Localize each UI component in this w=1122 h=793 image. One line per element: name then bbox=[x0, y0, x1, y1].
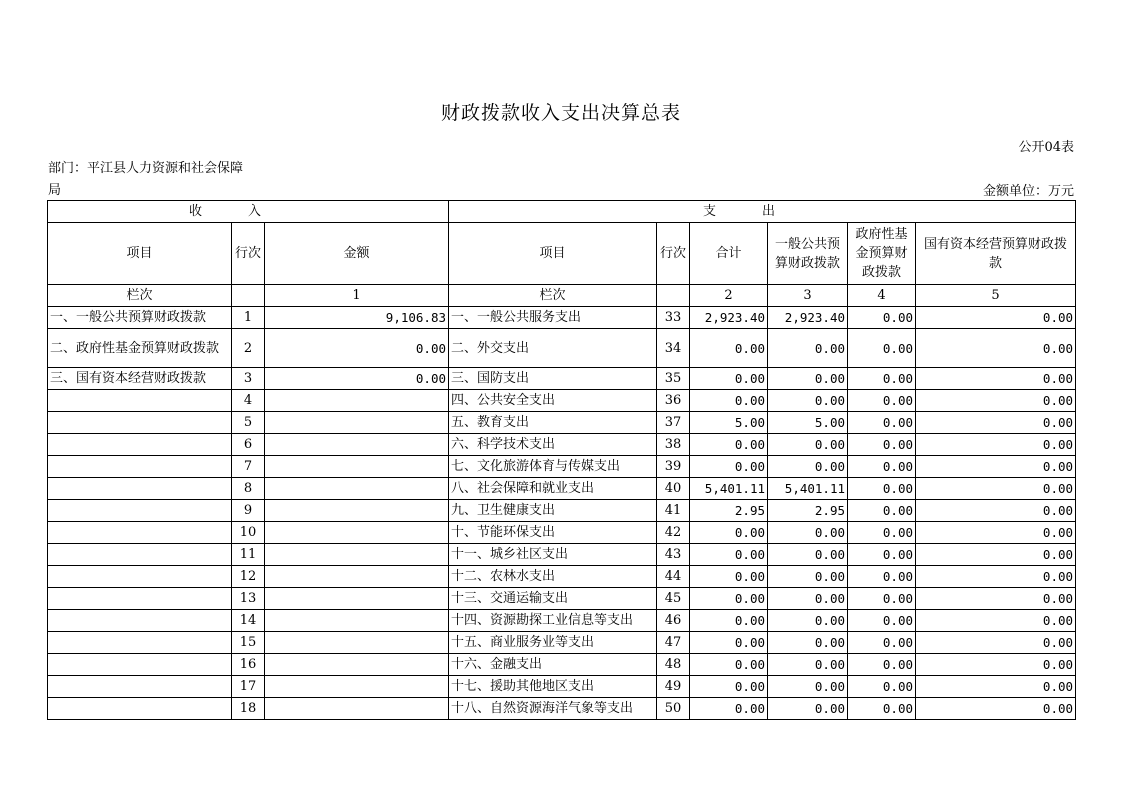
expense-state-capital: 0.00 bbox=[916, 544, 1076, 566]
expense-state-capital: 0.00 bbox=[916, 632, 1076, 654]
expense-state-capital: 0.00 bbox=[916, 329, 1076, 368]
expense-item: 十一、城乡社区支出 bbox=[449, 544, 657, 566]
expense-line-no: 38 bbox=[657, 434, 690, 456]
column-number-row bbox=[48, 285, 1076, 307]
income-line-no: 2 bbox=[232, 329, 265, 368]
income-line-no: 13 bbox=[232, 588, 265, 610]
expense-line-no: 33 bbox=[657, 307, 690, 329]
expense-total: 0.00 bbox=[690, 329, 768, 368]
expense-line-no: 45 bbox=[657, 588, 690, 610]
expense-general-budget: 0.00 bbox=[768, 456, 848, 478]
col-number-4: 4 bbox=[848, 285, 916, 307]
expense-line-no: 44 bbox=[657, 566, 690, 588]
expense-fund-budget: 0.00 bbox=[848, 307, 916, 329]
expense-total: 0.00 bbox=[690, 676, 768, 698]
table-row bbox=[48, 588, 1076, 610]
table-row bbox=[48, 390, 1076, 412]
expense-general-budget: 0.00 bbox=[768, 588, 848, 610]
expense-fund-budget: 0.00 bbox=[848, 588, 916, 610]
expense-item: 十五、商业服务业等支出 bbox=[449, 632, 657, 654]
section-header-row bbox=[48, 201, 1076, 223]
expense-fund-budget: 0.00 bbox=[848, 368, 916, 390]
income-amount bbox=[265, 676, 449, 698]
income-amount bbox=[265, 588, 449, 610]
expense-state-capital: 0.00 bbox=[916, 676, 1076, 698]
expense-item: 十四、资源勘探工业信息等支出 bbox=[449, 610, 657, 632]
income-line-no: 16 bbox=[232, 654, 265, 676]
income-line-no: 6 bbox=[232, 434, 265, 456]
expense-general-budget: 0.00 bbox=[768, 390, 848, 412]
income-line-no: 4 bbox=[232, 390, 265, 412]
expense-item: 五、教育支出 bbox=[449, 412, 657, 434]
income-line-no: 10 bbox=[232, 522, 265, 544]
expense-general-budget: 0.00 bbox=[768, 544, 848, 566]
table-row bbox=[48, 544, 1076, 566]
expense-section-header: 支出 bbox=[449, 201, 1076, 223]
expense-item: 六、科学技术支出 bbox=[449, 434, 657, 456]
income-item bbox=[48, 456, 232, 478]
col-general-budget: 一般公共预算财政拨款 bbox=[768, 223, 848, 285]
row-label-income: 栏次 bbox=[48, 285, 232, 307]
income-line-no: 11 bbox=[232, 544, 265, 566]
income-item bbox=[48, 632, 232, 654]
expense-item: 九、卫生健康支出 bbox=[449, 500, 657, 522]
income-amount bbox=[265, 522, 449, 544]
col-income-amount: 金额 bbox=[265, 223, 449, 285]
expense-total: 2.95 bbox=[690, 500, 768, 522]
expense-line-no: 34 bbox=[657, 329, 690, 368]
expense-state-capital: 0.00 bbox=[916, 566, 1076, 588]
expense-fund-budget: 0.00 bbox=[848, 654, 916, 676]
income-item bbox=[48, 566, 232, 588]
income-item: 三、国有资本经营财政拨款 bbox=[48, 368, 232, 390]
expense-item: 四、公共安全支出 bbox=[449, 390, 657, 412]
income-item bbox=[48, 434, 232, 456]
expense-total: 0.00 bbox=[690, 390, 768, 412]
income-line-no: 7 bbox=[232, 456, 265, 478]
expense-fund-budget: 0.00 bbox=[848, 522, 916, 544]
income-amount bbox=[265, 632, 449, 654]
expense-fund-budget: 0.00 bbox=[848, 478, 916, 500]
income-line-no: 15 bbox=[232, 632, 265, 654]
income-amount bbox=[265, 544, 449, 566]
table-row bbox=[48, 368, 1076, 390]
income-item bbox=[48, 676, 232, 698]
expense-total: 0.00 bbox=[690, 544, 768, 566]
col-number-1: 1 bbox=[265, 285, 449, 307]
income-line-no: 14 bbox=[232, 610, 265, 632]
expense-general-budget: 0.00 bbox=[768, 610, 848, 632]
table-row bbox=[48, 456, 1076, 478]
expense-line-no: 36 bbox=[657, 390, 690, 412]
expense-item: 八、社会保障和就业支出 bbox=[449, 478, 657, 500]
income-amount: 0.00 bbox=[265, 368, 449, 390]
expense-state-capital: 0.00 bbox=[916, 456, 1076, 478]
expense-fund-budget: 0.00 bbox=[848, 412, 916, 434]
expense-fund-budget: 0.00 bbox=[848, 676, 916, 698]
expense-total: 0.00 bbox=[690, 522, 768, 544]
income-amount bbox=[265, 654, 449, 676]
expense-total: 0.00 bbox=[690, 434, 768, 456]
expense-general-budget: 0.00 bbox=[768, 329, 848, 368]
expense-state-capital: 0.00 bbox=[916, 654, 1076, 676]
table-row bbox=[48, 632, 1076, 654]
expense-state-capital: 0.00 bbox=[916, 588, 1076, 610]
income-amount bbox=[265, 566, 449, 588]
expense-general-budget: 0.00 bbox=[768, 632, 848, 654]
col-total: 合计 bbox=[690, 223, 768, 285]
column-header-row bbox=[48, 223, 1076, 285]
expense-total: 5,401.11 bbox=[690, 478, 768, 500]
expense-general-budget: 0.00 bbox=[768, 698, 848, 720]
table-row bbox=[48, 329, 1076, 368]
income-line-no: 8 bbox=[232, 478, 265, 500]
expense-fund-budget: 0.00 bbox=[848, 566, 916, 588]
table-row bbox=[48, 676, 1076, 698]
income-item bbox=[48, 522, 232, 544]
expense-total: 0.00 bbox=[690, 456, 768, 478]
expense-fund-budget: 0.00 bbox=[848, 390, 916, 412]
expense-item: 十六、金融支出 bbox=[449, 654, 657, 676]
table-row bbox=[48, 566, 1076, 588]
expense-total: 0.00 bbox=[690, 610, 768, 632]
expense-line-no: 46 bbox=[657, 610, 690, 632]
col-number-2: 2 bbox=[690, 285, 768, 307]
expense-line-no: 43 bbox=[657, 544, 690, 566]
col-expense-item: 项目 bbox=[449, 223, 657, 285]
col-expense-line: 行次 bbox=[657, 223, 690, 285]
expense-item: 十八、自然资源海洋气象等支出 bbox=[449, 698, 657, 720]
expense-fund-budget: 0.00 bbox=[848, 632, 916, 654]
expense-general-budget: 0.00 bbox=[768, 566, 848, 588]
expense-line-no: 35 bbox=[657, 368, 690, 390]
expense-item: 十二、农林水支出 bbox=[449, 566, 657, 588]
table-row bbox=[48, 434, 1076, 456]
table-row bbox=[48, 412, 1076, 434]
income-item: 一、一般公共预算财政拨款 bbox=[48, 307, 232, 329]
table-row bbox=[48, 500, 1076, 522]
expense-total: 0.00 bbox=[690, 698, 768, 720]
income-line-no: 5 bbox=[232, 412, 265, 434]
income-item: 二、政府性基金预算财政拨款 bbox=[48, 329, 232, 368]
expense-state-capital: 0.00 bbox=[916, 434, 1076, 456]
expense-line-no: 49 bbox=[657, 676, 690, 698]
expense-total: 0.00 bbox=[690, 588, 768, 610]
income-amount bbox=[265, 698, 449, 720]
income-line-no: 1 bbox=[232, 307, 265, 329]
income-item bbox=[48, 654, 232, 676]
expense-total: 2,923.40 bbox=[690, 307, 768, 329]
expense-item: 十、节能环保支出 bbox=[449, 522, 657, 544]
col-income-line: 行次 bbox=[232, 223, 265, 285]
expense-general-budget: 2,923.40 bbox=[768, 307, 848, 329]
table-row bbox=[48, 478, 1076, 500]
expense-general-budget: 0.00 bbox=[768, 676, 848, 698]
expense-general-budget: 0.00 bbox=[768, 522, 848, 544]
expense-state-capital: 0.00 bbox=[916, 368, 1076, 390]
income-amount bbox=[265, 610, 449, 632]
expense-item: 一、一般公共服务支出 bbox=[449, 307, 657, 329]
expense-item: 三、国防支出 bbox=[449, 368, 657, 390]
expense-line-no: 42 bbox=[657, 522, 690, 544]
row-label-expense: 栏次 bbox=[449, 285, 657, 307]
expense-item: 十三、交通运输支出 bbox=[449, 588, 657, 610]
expense-line-no: 39 bbox=[657, 456, 690, 478]
expense-general-budget: 0.00 bbox=[768, 434, 848, 456]
expense-total: 5.00 bbox=[690, 412, 768, 434]
expense-item: 七、文化旅游体育与传媒支出 bbox=[449, 456, 657, 478]
form-number: 公开04表 bbox=[1018, 140, 1074, 155]
income-line-no: 12 bbox=[232, 566, 265, 588]
expense-fund-budget: 0.00 bbox=[848, 329, 916, 368]
budget-table bbox=[47, 200, 1076, 720]
expense-item: 二、外交支出 bbox=[449, 329, 657, 368]
expense-total: 0.00 bbox=[690, 632, 768, 654]
income-amount bbox=[265, 412, 449, 434]
income-line-no: 18 bbox=[232, 698, 265, 720]
unit-label: 金额单位：万元 bbox=[982, 184, 1074, 199]
expense-state-capital: 0.00 bbox=[916, 412, 1076, 434]
income-amount bbox=[265, 390, 449, 412]
table-row bbox=[48, 698, 1076, 720]
expense-line-no: 40 bbox=[657, 478, 690, 500]
table-row bbox=[48, 307, 1076, 329]
expense-fund-budget: 0.00 bbox=[848, 544, 916, 566]
income-item bbox=[48, 610, 232, 632]
expense-fund-budget: 0.00 bbox=[848, 610, 916, 632]
expense-total: 0.00 bbox=[690, 566, 768, 588]
col-fund-budget: 政府性基金预算财政拨款 bbox=[848, 223, 916, 285]
income-amount: 9,106.83 bbox=[265, 307, 449, 329]
expense-line-no: 47 bbox=[657, 632, 690, 654]
expense-state-capital: 0.00 bbox=[916, 390, 1076, 412]
income-item bbox=[48, 478, 232, 500]
expense-state-capital: 0.00 bbox=[916, 522, 1076, 544]
expense-general-budget: 0.00 bbox=[768, 368, 848, 390]
expense-general-budget: 2.95 bbox=[768, 500, 848, 522]
income-amount bbox=[265, 478, 449, 500]
expense-state-capital: 0.00 bbox=[916, 610, 1076, 632]
blank-cell bbox=[232, 285, 265, 307]
expense-total: 0.00 bbox=[690, 368, 768, 390]
table-row bbox=[48, 654, 1076, 676]
income-amount bbox=[265, 456, 449, 478]
expense-line-no: 41 bbox=[657, 500, 690, 522]
expense-line-no: 50 bbox=[657, 698, 690, 720]
expense-general-budget: 5.00 bbox=[768, 412, 848, 434]
expense-fund-budget: 0.00 bbox=[848, 500, 916, 522]
expense-state-capital: 0.00 bbox=[916, 478, 1076, 500]
income-item bbox=[48, 544, 232, 566]
col-number-3: 3 bbox=[768, 285, 848, 307]
expense-line-no: 37 bbox=[657, 412, 690, 434]
income-amount: 0.00 bbox=[265, 329, 449, 368]
department-label: 部门：平江县人力资源和社会保障局 bbox=[48, 161, 244, 198]
income-item bbox=[48, 698, 232, 720]
expense-line-no: 48 bbox=[657, 654, 690, 676]
col-income-item: 项目 bbox=[48, 223, 232, 285]
income-line-no: 3 bbox=[232, 368, 265, 390]
blank-cell bbox=[657, 285, 690, 307]
col-state-capital: 国有资本经营预算财政拨款 bbox=[916, 223, 1076, 285]
income-item bbox=[48, 500, 232, 522]
expense-state-capital: 0.00 bbox=[916, 698, 1076, 720]
expense-fund-budget: 0.00 bbox=[848, 434, 916, 456]
income-item bbox=[48, 412, 232, 434]
expense-item: 十七、援助其他地区支出 bbox=[449, 676, 657, 698]
income-item bbox=[48, 588, 232, 610]
expense-general-budget: 0.00 bbox=[768, 654, 848, 676]
col-number-5: 5 bbox=[916, 285, 1076, 307]
expense-total: 0.00 bbox=[690, 654, 768, 676]
expense-general-budget: 5,401.11 bbox=[768, 478, 848, 500]
expense-state-capital: 0.00 bbox=[916, 500, 1076, 522]
expense-fund-budget: 0.00 bbox=[848, 698, 916, 720]
expense-fund-budget: 0.00 bbox=[848, 456, 916, 478]
report-title: 财政拨款收入支出决算总表 bbox=[440, 102, 681, 124]
table-row bbox=[48, 522, 1076, 544]
table-row bbox=[48, 610, 1076, 632]
income-item bbox=[48, 390, 232, 412]
income-amount bbox=[265, 500, 449, 522]
income-section-header: 收入 bbox=[48, 201, 449, 223]
expense-state-capital: 0.00 bbox=[916, 307, 1076, 329]
income-line-no: 9 bbox=[232, 500, 265, 522]
income-amount bbox=[265, 434, 449, 456]
income-line-no: 17 bbox=[232, 676, 265, 698]
